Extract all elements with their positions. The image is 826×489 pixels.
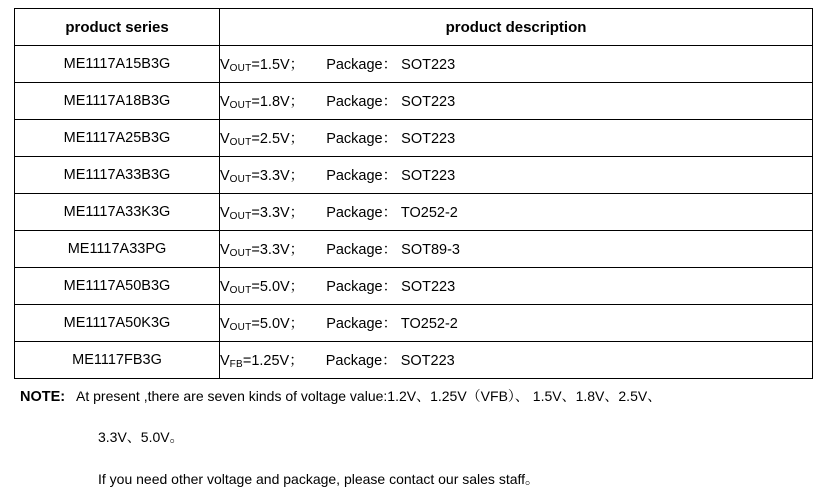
voltage-subscript: OUT — [229, 174, 252, 186]
column-header-product-description: product description — [220, 9, 813, 46]
voltage-symbol: V — [220, 94, 230, 111]
voltage-value: =5.0V； — [251, 279, 305, 296]
package-value: TO252-2 — [400, 316, 458, 333]
cell-product-series: ME1117A25B3G — [15, 120, 220, 157]
column-header-product-series: product series — [15, 9, 220, 46]
cell-product-description — [220, 120, 813, 157]
notes-section — [14, 389, 812, 489]
voltage-symbol: V — [220, 168, 230, 185]
cell-product-series: ME1117A50K3G — [15, 305, 220, 342]
table-row — [15, 157, 813, 194]
voltage-symbol: V — [220, 353, 230, 370]
package-label: Package： — [325, 353, 397, 370]
voltage-value: =2.5V； — [251, 131, 305, 148]
voltage-symbol: V — [220, 205, 230, 222]
table-row — [15, 194, 813, 231]
voltage-value: =1.8V； — [251, 94, 305, 111]
voltage-subscript: OUT — [229, 63, 252, 75]
package-value: SOT223 — [401, 94, 456, 111]
voltage-subscript: FB — [229, 359, 243, 371]
package-value: SOT223 — [401, 57, 456, 74]
note-line-2: 3.3V、5.0V。 — [98, 428, 184, 445]
cell-product-description — [220, 194, 813, 231]
cell-product-series: ME1117A15B3G — [15, 46, 220, 83]
package-value: SOT223 — [400, 353, 455, 370]
note-label: NOTE: — [20, 389, 66, 405]
package-value: SOT223 — [401, 168, 456, 185]
voltage-subscript: OUT — [229, 100, 252, 112]
package-value: TO252-2 — [400, 205, 458, 222]
note-line-3: If you need other voltage and package, please contact our sales staff。 — [98, 470, 540, 487]
voltage-subscript: OUT — [229, 322, 252, 334]
package-label: Package： — [326, 242, 398, 259]
package-label: Package： — [326, 316, 398, 333]
cell-product-description — [220, 157, 813, 194]
voltage-symbol: V — [220, 316, 230, 333]
cell-product-description — [220, 342, 813, 379]
voltage-symbol: V — [220, 279, 230, 296]
product-table — [14, 8, 813, 379]
package-value: SOT89-3 — [401, 242, 460, 259]
voltage-value: =3.3V； — [251, 205, 305, 222]
package-value: SOT223 — [401, 279, 456, 296]
voltage-value: =1.25V； — [242, 353, 304, 370]
package-label: Package： — [326, 168, 398, 185]
voltage-value: =3.3V； — [251, 242, 305, 259]
table-row — [15, 120, 813, 157]
cell-product-series: ME1117A33PG — [15, 231, 220, 268]
package-value: SOT223 — [401, 131, 456, 148]
cell-product-description — [220, 46, 813, 83]
voltage-symbol: V — [220, 242, 230, 259]
cell-product-description — [220, 268, 813, 305]
table-row — [15, 268, 813, 305]
package-label: Package： — [326, 94, 398, 111]
cell-product-series: ME1117FB3G — [15, 342, 220, 379]
cell-product-description — [220, 305, 813, 342]
voltage-subscript: OUT — [229, 248, 252, 260]
table-row — [15, 231, 813, 268]
voltage-subscript: OUT — [229, 211, 252, 223]
table-row — [15, 83, 813, 120]
voltage-value: =5.0V； — [251, 316, 305, 333]
voltage-subscript: OUT — [229, 137, 252, 149]
voltage-value: =1.5V； — [251, 57, 305, 74]
voltage-symbol: V — [220, 57, 230, 74]
table-header-row — [15, 9, 813, 46]
package-label: Package： — [326, 205, 398, 222]
voltage-subscript: OUT — [229, 285, 252, 297]
table-row — [15, 342, 813, 379]
cell-product-series: ME1117A33B3G — [15, 157, 220, 194]
cell-product-description — [220, 83, 813, 120]
cell-product-description — [220, 231, 813, 268]
note-line-1: At present ,there are seven kinds of voltage value:1.2V、1.25V（VFB）、 1.5V、1.8V、2.5V、 — [76, 388, 662, 404]
cell-product-series: ME1117A33K3G — [15, 194, 220, 231]
voltage-value: =3.3V； — [251, 168, 305, 185]
note-first-line — [20, 389, 812, 405]
table-row — [15, 305, 813, 342]
voltage-symbol: V — [220, 131, 230, 148]
table-row — [15, 46, 813, 83]
package-label: Package： — [326, 57, 398, 74]
package-label: Package： — [326, 279, 398, 296]
cell-product-series: ME1117A50B3G — [15, 268, 220, 305]
cell-product-series: ME1117A18B3G — [15, 83, 220, 120]
package-label: Package： — [326, 131, 398, 148]
